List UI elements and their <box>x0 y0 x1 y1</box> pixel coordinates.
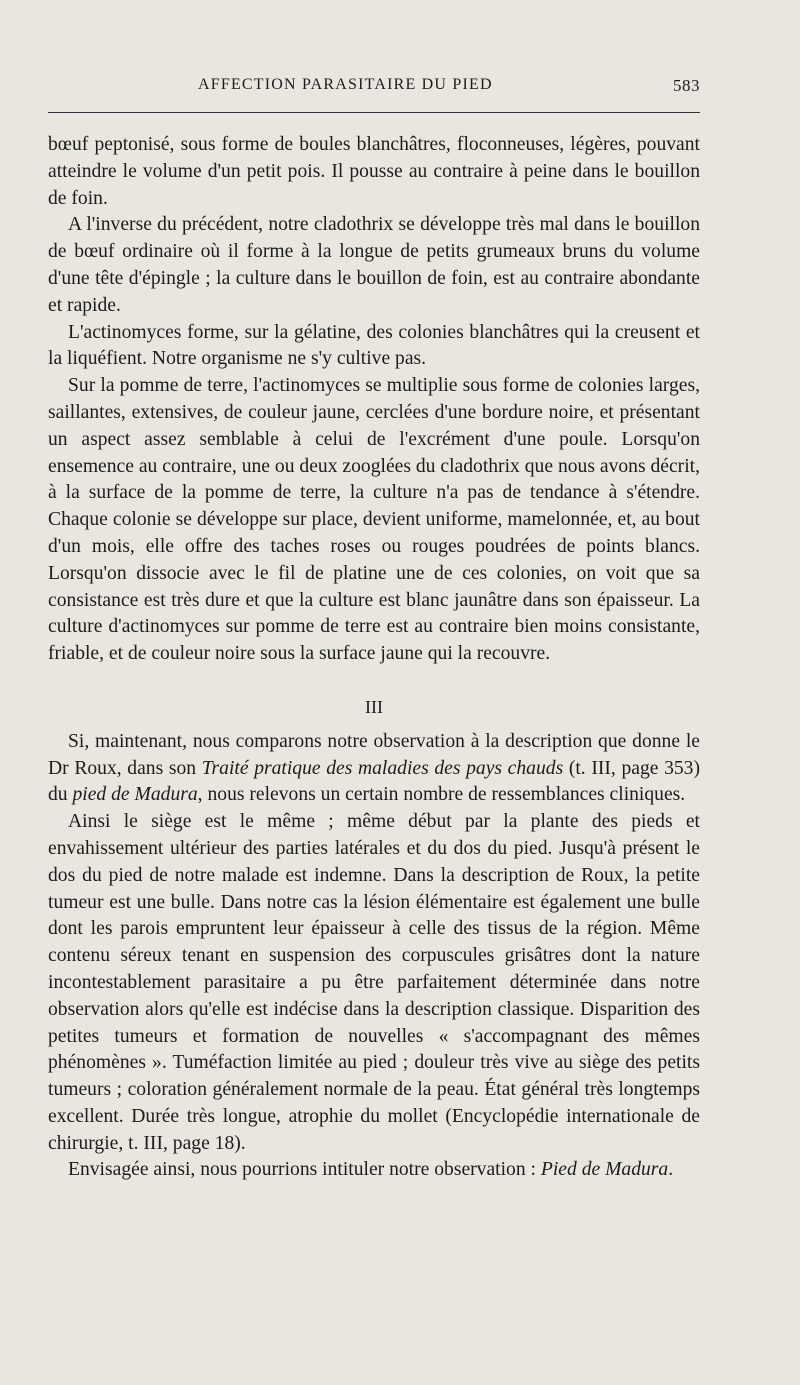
paragraph: L'actinomyces forme, sur la gélatine, des colonies blanchâtres qui la creusent et la liquéfient. Notre organisme ne s'y cultive pas. <box>48 321 700 370</box>
text-run: (t. III, page 353) du <box>48 757 700 806</box>
text-run: , nous relevons un certain nombre de ressemblances cliniques. <box>197 784 686 806</box>
paragraph: A l'inverse du précédent, notre cladothrix se développe très mal dans le bouillon de bœuf ordinaire où il forme à la longue de petits grumeaux bruns du volume d'une tête d'épingle ; la culture dans le bouillon de foin, est au contraire abondante et rapide. <box>48 214 700 316</box>
paragraph: bœuf peptonisé, sous forme de boules blanchâtres, floconneuses, légères, pouvant atteindre le volume d'un petit pois. Il pousse au contraire à peine dans le bouillon de foin. <box>48 134 700 209</box>
header-rule <box>48 112 700 113</box>
header-title: AFFECTION PARASITAIRE DU PIED <box>198 76 493 93</box>
paragraph: Sur la pomme de terre, l'actinomyces se multiplie sous forme de colonies larges, saillantes, extensives, de couleur jaune, cerclées d'une bordure noire, et présentant un aspect assez semblable à celui de l'excrément d'une poule. Lorsqu'on ensemence au contraire, une ou deux zooglées du cladothrix que nous avons décrit, à la surface de la pomme de terre, la culture n'a pas de tendance à s'étendre. Chaque colonie se développe sur place, devient uniforme, mamelonnée, et, au bout d'un mois, elle offre des taches roses ou rouges poudrées de points blancs. Lorsqu'on dissocie avec le fil de platine une de ces colonies, on voit que sa consistance est très dure et que la culture est blanc jaunâtre dans son épaisseur. La culture d'actinomyces sur pomme de terre est au contraire bien moins consistante, friable, et de couleur noire sous la surface jaune qui la recouvre. <box>48 375 700 665</box>
section-heading: III <box>365 696 383 717</box>
paragraph <box>48 1157 700 1184</box>
paragraph <box>48 729 700 809</box>
paragraph: Ainsi le siège est le même ; même début par la plante des pieds et envahissement ultérieur des parties latérales et du dos du pied. Jusqu'à présent le dos du pied de notre malade est indemne. Dans la description de Roux, la petite tumeur est une bulle. Dans notre cas la lésion élémentaire est également une bulle dont les parois empruntent leur épaisseur à celle des tissus de la région. Même contenu séreux tenant en suspension des corpuscules grisâtres dont la nature incontestablement parasitaire a pu être parfaitement déterminée dans notre observation alors qu'elle est indécise dans la description classique. Disparition des petites tumeurs et formation de nouvelles « s'accompagnant des mêmes phénomènes ». Tuméfaction limitée au pied ; douleur très vive au siège des petits tumeurs ; coloration généralement normale de la peau. État général très longtemps excellent. Durée très longue, atrophie du mollet (Encyclopédie internationale de chirurgie, t. III, page 18). <box>48 811 700 1154</box>
text-run: . <box>668 1159 674 1181</box>
text-run: Envisagée ainsi, nous pourrions intituler notre observation : <box>68 1159 541 1181</box>
disease-name: Pied de Madura <box>540 1159 669 1181</box>
disease-name: pied de Madura <box>72 784 198 806</box>
page-number: 583 <box>673 76 700 95</box>
text-run: Si, maintenant, nous comparons notre observation à la description que donne le Dr Roux, dans son <box>48 730 700 779</box>
book-title: Traité pratique des maladies des pays chauds <box>201 757 564 779</box>
running-header <box>48 76 700 102</box>
body-text <box>48 132 700 1184</box>
